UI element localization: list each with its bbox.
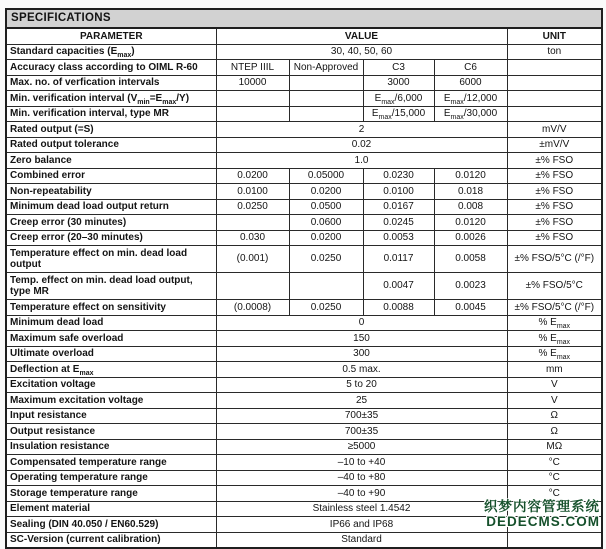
value-cell: 0.0053 bbox=[363, 230, 434, 246]
value-cell: 700±35 bbox=[216, 424, 507, 440]
table-title-row bbox=[6, 9, 602, 28]
parameter-cell: Operating temperature range bbox=[6, 470, 216, 486]
parameter-cell: Maximum safe overload bbox=[6, 331, 216, 347]
value-cell: 0.0230 bbox=[363, 168, 434, 184]
unit-cell: ±% FSO bbox=[507, 153, 602, 169]
unit-cell bbox=[507, 60, 602, 76]
value-cell: 0.02 bbox=[216, 137, 507, 153]
table-row bbox=[6, 439, 602, 455]
value-cell: 0.0088 bbox=[363, 300, 434, 316]
unit-cell bbox=[507, 75, 602, 91]
unit-cell bbox=[507, 501, 602, 517]
parameter-cell: Element material bbox=[6, 501, 216, 517]
parameter-cell: Creep error (20–30 minutes) bbox=[6, 230, 216, 246]
value-cell: 0.0100 bbox=[216, 184, 289, 200]
unit-cell: ton bbox=[507, 44, 602, 60]
table-row bbox=[6, 199, 602, 215]
parameter-cell: Standard capacities $(E_{max})$ bbox=[6, 44, 216, 60]
parameter-cell: Ultimate overload bbox=[6, 346, 216, 362]
unit-cell: % $E_{max}$ bbox=[507, 315, 602, 331]
unit-cell: ±% FSO bbox=[507, 184, 602, 200]
unit-cell bbox=[507, 106, 602, 122]
parameter-cell: Minimum dead load output return bbox=[6, 199, 216, 215]
value-cell: 2 bbox=[216, 122, 507, 138]
value-cell: 0.05000 bbox=[289, 168, 363, 184]
value-cell: 3000 bbox=[363, 75, 434, 91]
unit-cell: ±% FSO bbox=[507, 168, 602, 184]
value-cell: 0.5 max. bbox=[216, 362, 507, 378]
table-row bbox=[6, 215, 602, 231]
value-cell bbox=[289, 91, 363, 107]
parameter-cell: Rated output tolerance bbox=[6, 137, 216, 153]
unit-cell: V bbox=[507, 393, 602, 409]
value-cell: $E_{max}/12,000$ bbox=[434, 91, 507, 107]
unit-cell: Ω bbox=[507, 408, 602, 424]
parameter-cell: Accuracy class according to OIML R-60 bbox=[6, 60, 216, 76]
value-cell: 0.0200 bbox=[289, 230, 363, 246]
value-cell: $E_{max}/30,000$ bbox=[434, 106, 507, 122]
unit-cell: °C bbox=[507, 486, 602, 502]
watermark-line2: DEDECMS.COM bbox=[486, 514, 600, 529]
table-row bbox=[6, 300, 602, 316]
table-row bbox=[6, 331, 602, 347]
value-cell: 0.0250 bbox=[216, 199, 289, 215]
unit-cell: ±% FSO/5°C (/°F) bbox=[507, 300, 602, 316]
parameter-cell: Non-repeatability bbox=[6, 184, 216, 200]
table-row bbox=[6, 470, 602, 486]
parameter-cell: Temperature effect on sensitivity bbox=[6, 300, 216, 316]
value-cell: –10 to +40 bbox=[216, 455, 507, 471]
value-cell: $E_{max}/6,000$ bbox=[363, 91, 434, 107]
table-row bbox=[6, 273, 602, 300]
value-cell: 0.030 bbox=[216, 230, 289, 246]
value-cell: 0.0167 bbox=[363, 199, 434, 215]
unit-cell: °C bbox=[507, 470, 602, 486]
unit-cell bbox=[507, 91, 602, 107]
value-cell: 0.0023 bbox=[434, 273, 507, 300]
column-header-unit: UNIT bbox=[507, 28, 602, 44]
parameter-cell: Temp. effect on min. dead load output, type MR bbox=[6, 273, 216, 300]
unit-cell: ±% FSO bbox=[507, 199, 602, 215]
value-cell: 0 bbox=[216, 315, 507, 331]
value-cell: 0.0026 bbox=[434, 230, 507, 246]
table-header-row bbox=[6, 28, 602, 44]
value-cell: 0.0058 bbox=[434, 246, 507, 273]
value-cell bbox=[216, 91, 289, 107]
parameter-cell: Minimum dead load bbox=[6, 315, 216, 331]
value-cell: 6000 bbox=[434, 75, 507, 91]
value-cell bbox=[216, 106, 289, 122]
table-row bbox=[6, 91, 602, 107]
watermark-line1: 织梦内容管理系统 bbox=[484, 499, 600, 514]
parameter-cell: Insulation resistance bbox=[6, 439, 216, 455]
value-cell: ≥5000 bbox=[216, 439, 507, 455]
parameter-cell: Deflection at $E_{max}$ bbox=[6, 362, 216, 378]
value-cell: 0.0100 bbox=[363, 184, 434, 200]
value-cell: Stainless steel 1.4542 bbox=[216, 501, 507, 517]
value-cell: 150 bbox=[216, 331, 507, 347]
unit-cell: mm bbox=[507, 362, 602, 378]
table-row bbox=[6, 346, 602, 362]
unit-cell: Ω bbox=[507, 424, 602, 440]
value-cell bbox=[289, 106, 363, 122]
table-row bbox=[6, 230, 602, 246]
table-row bbox=[6, 362, 602, 378]
value-cell: 0.0250 bbox=[289, 300, 363, 316]
value-cell: 5 to 20 bbox=[216, 377, 507, 393]
value-cell: 0.0600 bbox=[289, 215, 363, 231]
unit-cell: ±% FSO/5°C bbox=[507, 273, 602, 300]
table-row bbox=[6, 60, 602, 76]
value-cell: $E_{max}/15,000$ bbox=[363, 106, 434, 122]
table-row bbox=[6, 184, 602, 200]
table-row bbox=[6, 137, 602, 153]
value-cell: 700±35 bbox=[216, 408, 507, 424]
unit-cell: V bbox=[507, 377, 602, 393]
unit-cell: °C bbox=[507, 455, 602, 471]
table-row bbox=[6, 106, 602, 122]
unit-cell: ±% FSO bbox=[507, 230, 602, 246]
parameter-cell: Creep error (30 minutes) bbox=[6, 215, 216, 231]
unit-cell bbox=[507, 532, 602, 548]
table-row bbox=[6, 424, 602, 440]
parameter-cell: Min. verification interval, type MR bbox=[6, 106, 216, 122]
value-cell: 1.0 bbox=[216, 153, 507, 169]
value-cell: 10000 bbox=[216, 75, 289, 91]
value-cell: 0.0047 bbox=[363, 273, 434, 300]
parameter-cell: Excitation voltage bbox=[6, 377, 216, 393]
parameter-cell: Output resistance bbox=[6, 424, 216, 440]
parameter-cell: Min. verification interval $(V_{min}=E_{max}/Y)$ bbox=[6, 91, 216, 107]
table-row bbox=[6, 455, 602, 471]
value-cell: 0.0200 bbox=[216, 168, 289, 184]
value-cell: 0.018 bbox=[434, 184, 507, 200]
value-cell: 0.0120 bbox=[434, 168, 507, 184]
table-row bbox=[6, 377, 602, 393]
parameter-cell: Maximum excitation voltage bbox=[6, 393, 216, 409]
value-cell: 0.008 bbox=[434, 199, 507, 215]
parameter-cell: Storage temperature range bbox=[6, 486, 216, 502]
table-row bbox=[6, 168, 602, 184]
value-cell bbox=[289, 75, 363, 91]
value-cell: (0.0008) bbox=[216, 300, 289, 316]
value-cell: (0.001) bbox=[216, 246, 289, 273]
value-cell: 0.0200 bbox=[289, 184, 363, 200]
value-cell: 0.0045 bbox=[434, 300, 507, 316]
parameter-cell: Temperature effect on min. dead load output bbox=[6, 246, 216, 273]
value-cell bbox=[216, 215, 289, 231]
unit-cell: ±% FSO/5°C (/°F) bbox=[507, 246, 602, 273]
value-cell: NTEP IIIL bbox=[216, 60, 289, 76]
value-cell: C6 bbox=[434, 60, 507, 76]
parameter-cell: Rated output (=S) bbox=[6, 122, 216, 138]
value-cell: C3 bbox=[363, 60, 434, 76]
column-header-parameter: PARAMETER bbox=[6, 28, 216, 44]
value-cell: 0.0117 bbox=[363, 246, 434, 273]
table-row bbox=[6, 486, 602, 502]
column-header-value: VALUE bbox=[216, 28, 507, 44]
parameter-cell: Max. no. of verfication intervals bbox=[6, 75, 216, 91]
value-cell: 300 bbox=[216, 346, 507, 362]
table-row bbox=[6, 153, 602, 169]
unit-cell: MΩ bbox=[507, 439, 602, 455]
unit-cell: ±% FSO bbox=[507, 215, 602, 231]
table-row bbox=[6, 44, 602, 60]
table-row bbox=[6, 393, 602, 409]
value-cell: Standard bbox=[216, 532, 507, 548]
table-row bbox=[6, 315, 602, 331]
value-cell: IP66 and IP68 bbox=[216, 517, 507, 533]
table-row bbox=[6, 501, 602, 517]
unit-cell: % $E_{max}$ bbox=[507, 331, 602, 347]
value-cell bbox=[216, 273, 289, 300]
parameter-cell: Sealing (DIN 40.050 / EN60.529) bbox=[6, 517, 216, 533]
unit-cell bbox=[507, 517, 602, 533]
parameter-cell: Zero balance bbox=[6, 153, 216, 169]
parameter-cell: SC-Version (current calibration) bbox=[6, 532, 216, 548]
unit-cell: mV/V bbox=[507, 122, 602, 138]
parameter-cell: Compensated temperature range bbox=[6, 455, 216, 471]
table-row bbox=[6, 532, 602, 548]
value-cell: 0.0250 bbox=[289, 246, 363, 273]
parameter-cell: Input resistance bbox=[6, 408, 216, 424]
spec-table-body bbox=[6, 44, 602, 548]
value-cell: 25 bbox=[216, 393, 507, 409]
value-cell: 0.0500 bbox=[289, 199, 363, 215]
value-cell: 30, 40, 50, 60 bbox=[216, 44, 507, 60]
table-row bbox=[6, 408, 602, 424]
value-cell: 0.0120 bbox=[434, 215, 507, 231]
value-cell bbox=[289, 273, 363, 300]
unit-cell: ±mV/V bbox=[507, 137, 602, 153]
table-row bbox=[6, 122, 602, 138]
value-cell: 0.0245 bbox=[363, 215, 434, 231]
specifications-table bbox=[5, 8, 603, 549]
table-row bbox=[6, 246, 602, 273]
value-cell: –40 to +90 bbox=[216, 486, 507, 502]
value-cell: Non-Approved bbox=[289, 60, 363, 76]
table-row bbox=[6, 75, 602, 91]
table-title: SPECIFICATIONS bbox=[6, 9, 602, 28]
table-row bbox=[6, 517, 602, 533]
parameter-cell: Combined error bbox=[6, 168, 216, 184]
value-cell: –40 to +80 bbox=[216, 470, 507, 486]
unit-cell: % $E_{max}$ bbox=[507, 346, 602, 362]
